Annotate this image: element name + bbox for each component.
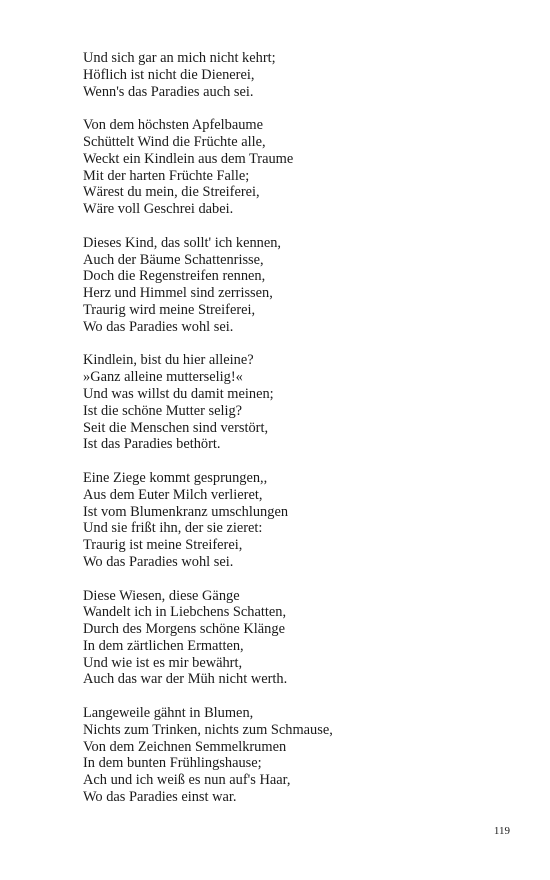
poem-line: Eine Ziege kommt gesprungen,, — [83, 469, 268, 486]
poem-line: Ist die schöne Mutter selig? — [83, 402, 243, 419]
poem-line: Wo das Paradies wohl sei. — [83, 318, 234, 335]
poem-line: Von dem Zeichnen Semmelkrumen — [83, 738, 287, 755]
poem-line: Und sie frißt ihn, der sie zieret: — [83, 520, 263, 537]
page-number: 119 — [493, 825, 510, 837]
poem-line: Wäre voll Geschrei dabei. — [83, 201, 234, 218]
poem-line: Seit die Menschen sind verstört, — [83, 419, 269, 436]
poem-line: Wenn's das Paradies auch sei. — [83, 83, 254, 100]
poem-line: Wo das Paradies einst war. — [83, 789, 237, 806]
poem-line: Wo das Paradies wohl sei. — [83, 553, 234, 570]
poem-line: Aus dem Euter Milch verlieret, — [83, 486, 263, 503]
poem-line: Und sich gar an mich nicht kehrt; — [83, 50, 276, 66]
poem-line: Doch die Regenstreifen rennen, — [83, 268, 266, 285]
poem-line: Ist vom Blumenkranz umschlungen — [83, 503, 289, 520]
poem-line: Traurig ist meine Streiferei, — [83, 537, 243, 554]
poem-line: Mit der harten Früchte Falle; — [83, 167, 250, 184]
poem-line: Herz und Himmel sind zerrissen, — [83, 285, 273, 302]
poem-line: Langeweile gähnt in Blumen, — [83, 705, 254, 722]
poem-line: Höflich ist nicht die Dienerei, — [83, 66, 255, 83]
stanza — [83, 588, 513, 689]
stanza — [83, 352, 513, 453]
stanza — [83, 470, 513, 571]
poem-line: Weckt ein Kindlein aus dem Traume — [83, 150, 294, 167]
stanza — [83, 235, 513, 336]
poem-line: Diese Wiesen, diese Gänge — [83, 587, 240, 604]
poem-line: Auch der Bäume Schattenrisse, — [83, 251, 264, 268]
poem-line: Von dem höchsten Apfelbaume — [83, 117, 263, 134]
poem-line: Kindlein, bist du hier alleine? — [83, 352, 254, 369]
poem-line: Nichts zum Trinken, nichts zum Schmause, — [83, 721, 333, 738]
poem-line: »Ganz alleine mutterselig!« — [83, 369, 243, 386]
poem-line: Ach und ich weiß es nun auf's Haar, — [83, 772, 291, 789]
stanza — [83, 50, 513, 100]
poem-line: Durch des Morgens schöne Klänge — [83, 621, 285, 638]
poem-line: Wärest du mein, die Streiferei, — [83, 184, 260, 201]
poem-line: Wandelt ich in Liebchens Schatten, — [83, 604, 287, 621]
poem-line: In dem bunten Frühlingshause; — [83, 755, 262, 772]
poem-line: Dieses Kind, das sollt' ich kennen, — [83, 234, 282, 251]
stanza — [83, 117, 513, 218]
poem-line: Ist das Paradies bethört. — [83, 436, 221, 453]
poem-text — [83, 50, 513, 823]
poem-line: Und was willst du damit meinen; — [83, 385, 274, 402]
poem-line: Traurig wird meine Streiferei, — [83, 301, 256, 318]
poem-line: Schüttelt Wind die Früchte alle, — [83, 133, 266, 150]
poem-line: In dem zärtlichen Ermatten, — [83, 637, 244, 654]
poem-line: Auch das war der Müh nicht werth. — [83, 671, 288, 688]
poem-line: Und wie ist es mir bewährt, — [83, 654, 243, 671]
stanza — [83, 705, 513, 806]
